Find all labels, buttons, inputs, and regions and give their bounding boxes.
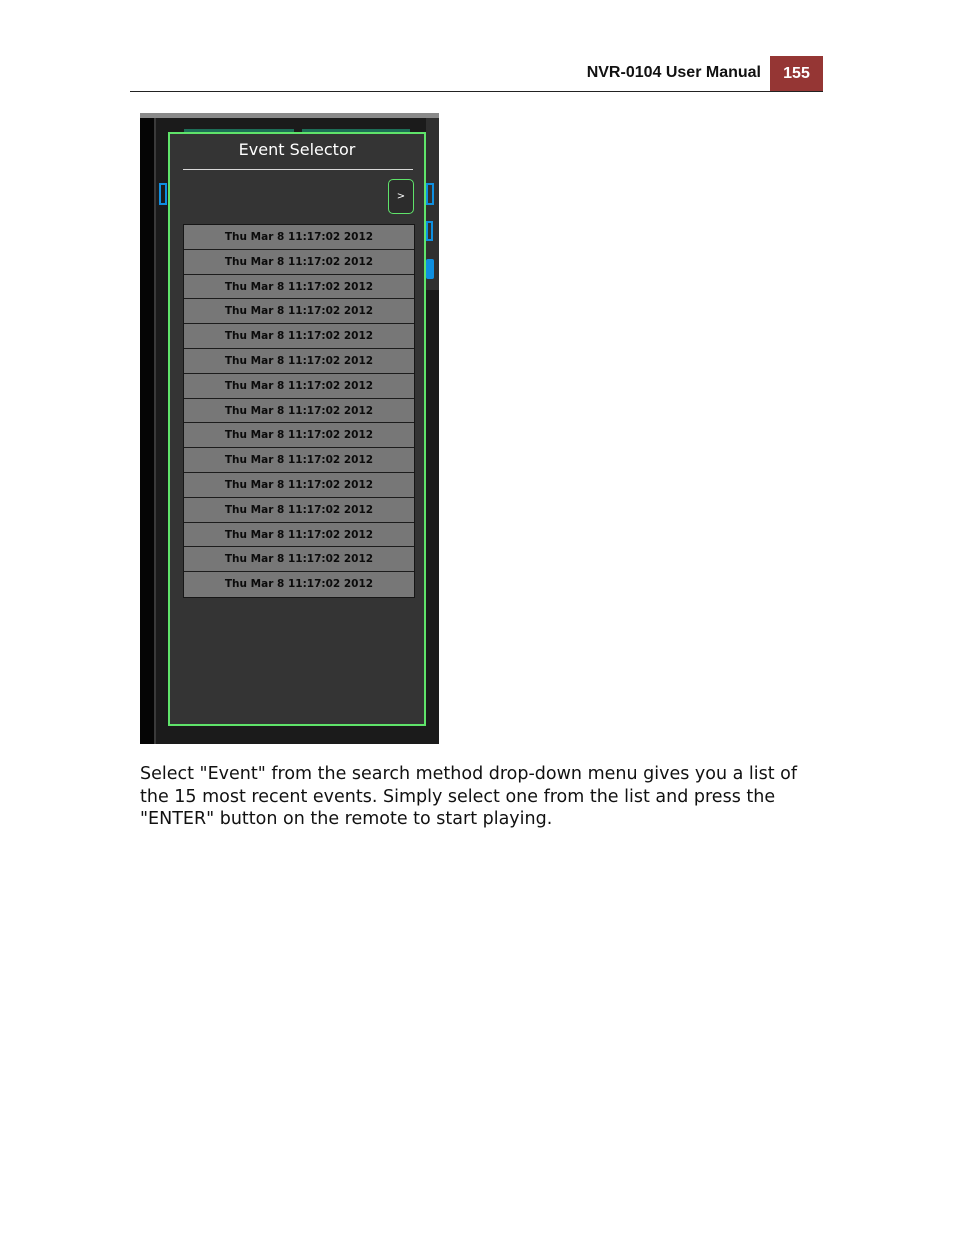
background-button-icon (426, 259, 434, 279)
event-selector-screenshot (140, 113, 439, 744)
event-list (183, 224, 415, 598)
background-bracket-icon (426, 221, 433, 241)
event-list-item[interactable]: Thu Mar 8 11:17:02 2012 (184, 250, 414, 275)
background-bracket-icon (159, 183, 167, 205)
background-bracket-icon (426, 183, 434, 205)
event-list-item[interactable]: Thu Mar 8 11:17:02 2012 (184, 275, 414, 300)
event-list-item[interactable]: Thu Mar 8 11:17:02 2012 (184, 399, 414, 424)
event-list-item[interactable]: Thu Mar 8 11:17:02 2012 (184, 572, 414, 597)
event-selector-dialog (168, 132, 426, 726)
event-list-item[interactable]: Thu Mar 8 11:17:02 2012 (184, 547, 414, 572)
next-page-button[interactable]: > (388, 179, 414, 214)
left-panel-edge (140, 118, 154, 744)
page-number: 155 (770, 56, 823, 91)
event-list-item[interactable]: Thu Mar 8 11:17:02 2012 (184, 374, 414, 399)
event-list-item[interactable]: Thu Mar 8 11:17:02 2012 (184, 324, 414, 349)
event-list-item[interactable]: Thu Mar 8 11:17:02 2012 (184, 225, 414, 250)
event-list-item[interactable]: Thu Mar 8 11:17:02 2012 (184, 423, 414, 448)
window-top-strip (140, 113, 439, 118)
event-list-item[interactable]: Thu Mar 8 11:17:02 2012 (184, 349, 414, 374)
event-list-item[interactable]: Thu Mar 8 11:17:02 2012 (184, 473, 414, 498)
event-list-item[interactable]: Thu Mar 8 11:17:02 2012 (184, 299, 414, 324)
left-panel-divider (154, 118, 156, 744)
instruction-paragraph: Select "Event" from the search method drop-down menu gives you a list of the 15 most recent events. Simply select one from the list and press the "ENTER" button on the remote to start playing. (140, 764, 798, 829)
dialog-divider (183, 169, 413, 170)
event-list-item[interactable]: Thu Mar 8 11:17:02 2012 (184, 498, 414, 523)
manual-title: NVR-0104 User Manual (586, 64, 761, 81)
page-header (130, 56, 823, 92)
event-list-item[interactable]: Thu Mar 8 11:17:02 2012 (184, 523, 414, 548)
event-list-item[interactable]: Thu Mar 8 11:17:02 2012 (184, 448, 414, 473)
dialog-title: Event Selector (238, 140, 356, 159)
